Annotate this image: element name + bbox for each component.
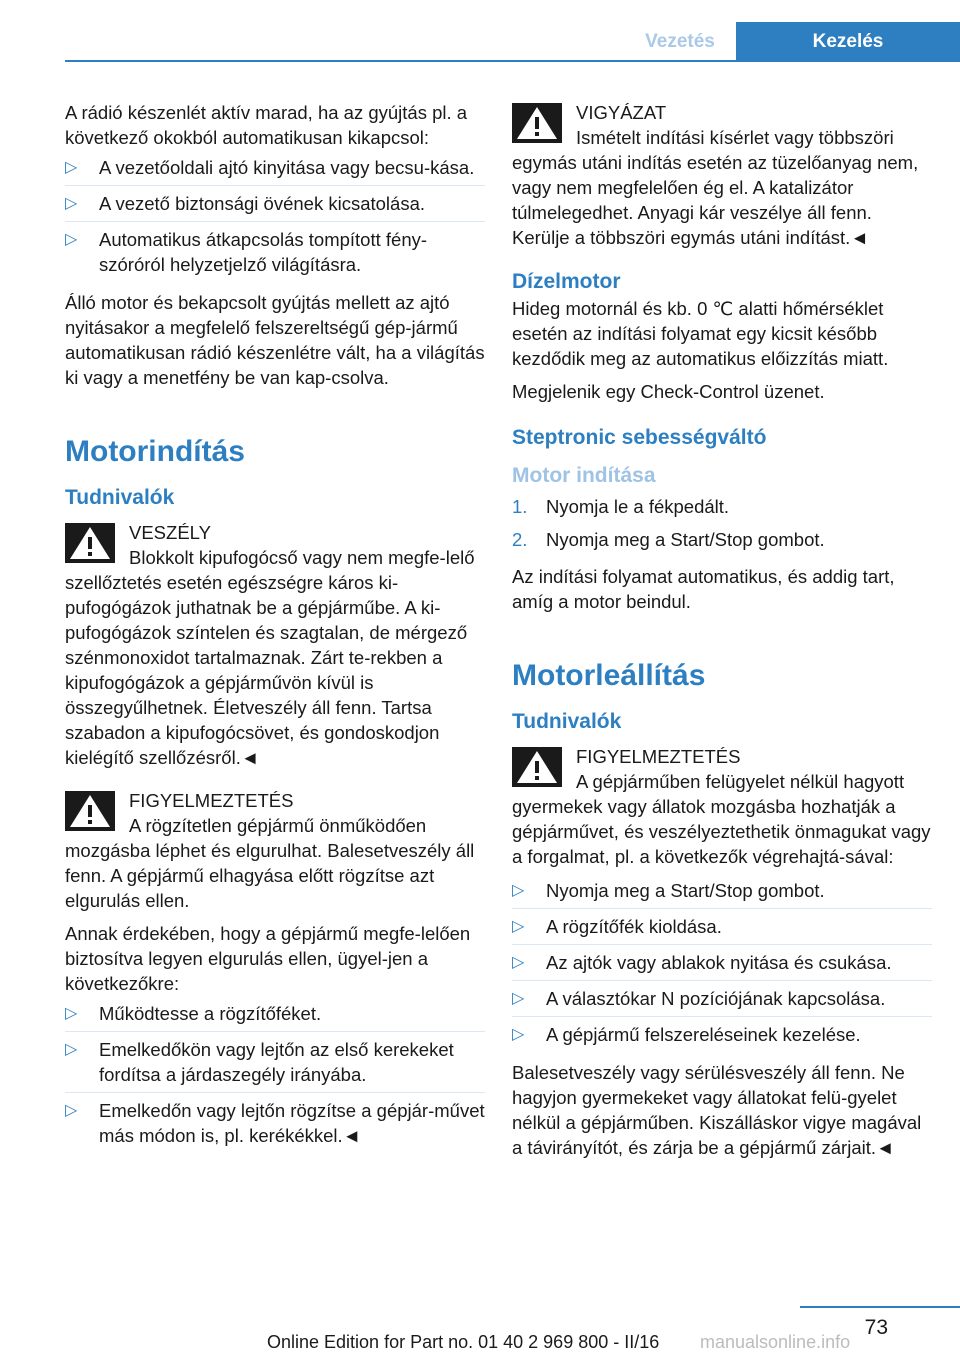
heading-tudnivalok: Tudnivalók [65, 486, 175, 509]
heading-tudnivalok: Tudnivalók [512, 710, 622, 733]
warning-title: FIGYELMEZTETÉS [129, 790, 294, 811]
list-item-text: A választókar N pozíciójának kapcsolása. [546, 988, 886, 1009]
heading-motor-inditasa: Motor indítása [512, 464, 656, 487]
warning-triangle-icon [65, 791, 115, 831]
heading-motorleallitas: Motorleállítás [512, 659, 706, 692]
list-item [65, 996, 485, 1032]
list-item-text: Működtesse a rögzítőféket. [99, 1003, 322, 1024]
list-item [65, 186, 485, 222]
warning-text: A rögzítetlen gépjármű önműködően mozgásba léphet és elgurulhat. Balesetveszély áll fenn. A gépjármű elhagyása előtt rögzítse azt elgurulás ellen. [65, 815, 475, 911]
triangle-bullet-icon: ▷ [65, 1041, 78, 1058]
list-item [65, 1093, 485, 1153]
list-item [512, 909, 932, 945]
children-risk-list [512, 873, 932, 1052]
warning-triangle-icon [512, 747, 562, 787]
check-control-paragraph: Megjelenik egy Check-Control üzenet. [512, 381, 825, 402]
warning-text: Ismételt indítási kísérlet vagy többszöri egymás utáni indítás esetén az tüzelőanyag nem, vagy nem megfelelően ég el. A katalizátor túlmelegedhet. Anyagi kár veszélye áll fenn. Kerülje a többszöri egymás utáni indítást.◄ [512, 127, 919, 248]
warning-title: VIGYÁZAT [576, 102, 667, 123]
intro-paragraph: A rádió készenlét aktív marad, ha az gyújtás pl. a következő okokból automatikusan kikapcsol: [65, 102, 468, 148]
triangle-bullet-icon: ▷ [65, 1005, 78, 1022]
list-item-text: Az ajtók vagy ablakok nyitása és csukása. [546, 952, 892, 973]
edition-text: Online Edition for Part no. 01 40 2 969 800 - II/16 [267, 1332, 660, 1352]
intro-list [65, 150, 485, 282]
header-rule [65, 60, 960, 62]
heading-dizelmotor: Dízelmotor [512, 270, 621, 293]
warning-triangle-icon [512, 103, 562, 143]
page-number: 73 [864, 1316, 888, 1339]
tab-vezetes[interactable]: Vezetés [645, 31, 715, 52]
list-item [65, 1032, 485, 1093]
triangle-bullet-icon: ▷ [512, 882, 525, 899]
warning-title: VESZÉLY [129, 522, 211, 543]
list-item-text: Emelkedőkön vagy lejtőn az első kerekeket fordítsa a járdaszegély irányába. [99, 1039, 454, 1085]
heading-steptronic: Steptronic sebességváltó [512, 426, 767, 449]
warning-danger [65, 520, 485, 770]
list-item [65, 150, 485, 186]
triangle-bullet-icon: ▷ [512, 954, 525, 971]
rollaway-list [65, 996, 485, 1153]
triangle-bullet-icon: ▷ [512, 1026, 525, 1043]
closing-paragraph: Balesetveszély vagy sérülésveszély áll fenn. Ne hagyjon gyermekeket vagy állatokat felü-gyelet nélkül a gépjárműben. Kiszálláskor vigye magával a távirányítót, és zárja be a gépjármű zárjait.◄ [512, 1062, 922, 1158]
list-item [512, 490, 932, 523]
list-item [65, 222, 485, 282]
step-number: 1. [512, 496, 528, 517]
warning-text: Blokkolt kipufogócső vagy nem megfe-lelő szellőztetés esetén egészségre káros ki-pufogógázok juthatnak be a gépjárműbe. A ki-pufogógázok színtelen és szagtalan, de mérgező szénmonoxidot tartalmaznak. Zárt te-rekben a kipufogógázok a gépjárművön kívül is összegyűlhetnek. Életveszély áll fenn. Tartsa szabadon a kipufogócsövet, és gondoskodjon kielégítő szellőzésről.◄ [65, 547, 475, 768]
right-column [512, 100, 932, 1160]
start-steps [512, 490, 932, 556]
list-item-text: A vezetőoldali ajtó kinyitása vagy becsu-kása. [99, 157, 475, 178]
step-text: Nyomja le a fékpedált. [546, 496, 730, 517]
step-text: Nyomja meg a Start/Stop gombot. [546, 529, 825, 550]
left-column [65, 100, 485, 1153]
list-item-text: A gépjármű felszereléseinek kezelése. [546, 1024, 861, 1045]
list-item [512, 1017, 932, 1052]
triangle-bullet-icon: ▷ [512, 990, 525, 1007]
triangle-bullet-icon: ▷ [65, 195, 78, 212]
warning-notice [512, 100, 932, 250]
list-item-text: Nyomja meg a Start/Stop gombot. [546, 880, 825, 901]
warning-text: A gépjárműben felügyelet nélkül hagyott gyermekek vagy állatok mozgásba hozhatják a gépjárművet, és veszélyeztethetik önmagukat vagy a forgalmat, pl. a következők végrehajtá-sával: [512, 771, 931, 867]
rollaway-paragraph: Annak érdekében, hogy a gépjármű megfe-lelően biztosítva legyen elgurulás ellen, ügyel-jen a következőkre: [65, 923, 471, 994]
page-header [0, 22, 960, 62]
start-process-paragraph: Az indítási folyamat automatikus, és addig tart, amíg a motor beindul. [512, 566, 895, 612]
list-item [512, 873, 932, 909]
door-standby-paragraph: Álló motor és bekapcsolt gyújtás mellett az ajtó nyitásakor a megfelelő felszereltségű gép-jármű automatikusan rádió készenlétre vált, ha a világítás ki vagy a menetfény be van kap-csolva. [65, 292, 485, 388]
triangle-bullet-icon: ▷ [512, 918, 525, 935]
list-item-text: Emelkedőn vagy lejtőn rögzítse a gépjár-művet más módon is, pl. kerékékkel.◄ [99, 1100, 485, 1146]
triangle-bullet-icon: ▷ [65, 159, 78, 176]
list-item-text: A rögzítőfék kioldása. [546, 916, 722, 937]
list-item [512, 981, 932, 1017]
step-number: 2. [512, 529, 528, 550]
warning-title: FIGYELMEZTETÉS [576, 746, 741, 767]
list-item [512, 945, 932, 981]
heading-motorinditas: Motorindítás [65, 435, 245, 468]
triangle-bullet-icon: ▷ [65, 1102, 78, 1119]
list-item [512, 523, 932, 556]
list-item-text: A vezető biztonsági övének kicsatolása. [99, 193, 425, 214]
diesel-paragraph: Hideg motornál és kb. 0 ℃ alatti hőmérséklet esetén az indítási folyamat egy kicsit később kezdődik meg az automatikus előizzítás miatt. [512, 298, 889, 369]
tab-kezeles[interactable]: Kezelés [736, 22, 960, 62]
triangle-bullet-icon: ▷ [65, 231, 78, 248]
footer-rule [800, 1306, 960, 1308]
warning-children [512, 744, 932, 869]
watermark-text: manualsonline.info [700, 1332, 851, 1352]
list-item-text: Automatikus átkapcsolás tompított fény-szóróról helyzetjelző világításra. [99, 229, 428, 275]
warning-triangle-icon [65, 523, 115, 563]
warning-caution [65, 788, 485, 913]
